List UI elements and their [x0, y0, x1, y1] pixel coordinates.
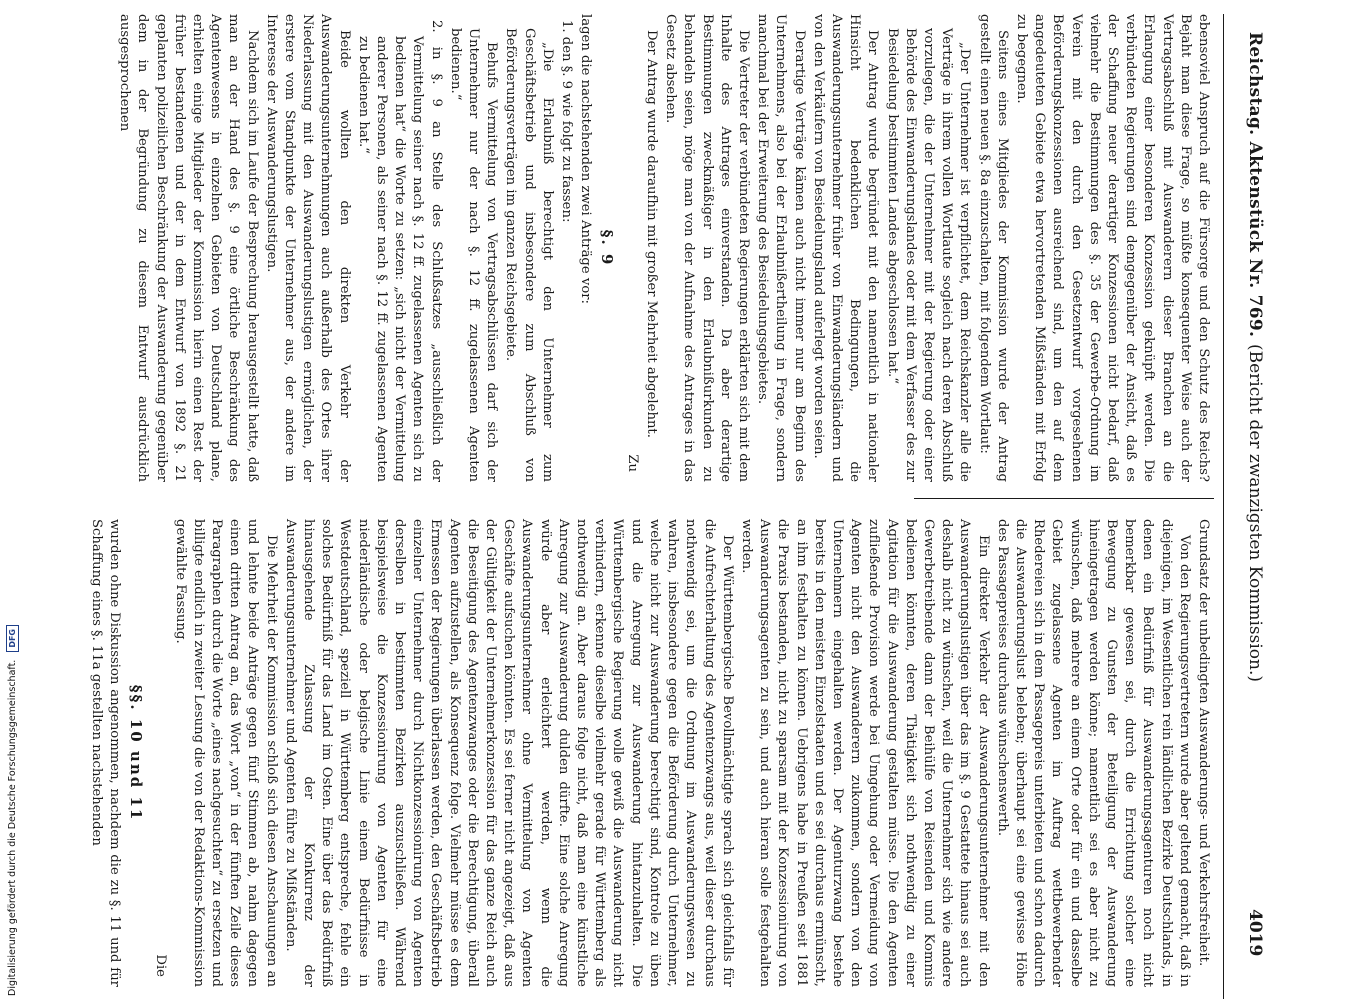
catchword: Zu: [624, 454, 640, 472]
dfg-logo: DFG: [6, 625, 19, 652]
paragraph: Die Mehrheit der Kommission schloß sich diesen Anschauungen an und lehnte beide Anträge gegen fünf Stimmen ab, nahm dagegen einen dritten Antrag an, das Wort „von“ in der fünften Zeile dieses Paragraphen durch die Worte „eines nachgesuchten“ zu ersetzen und billigte endlich in zweiter Lesung die von der Redaktions-Kommission gewählte Fassung.: [172, 519, 279, 987]
paragraph: lagen die nachstehenden zwei Anträge vor:: [578, 14, 594, 305]
list-item: 1. den §. 9 wie folgt zu fassen:: [559, 20, 575, 223]
digitization-credit: [6, 6, 20, 996]
paragraph: Der Württembergische Bevollmächtigte sprach sich gleichfalls für die Aufrechterhaltung des Agentenzwangs aus, weil dieser durchaus nothwendig sei, um die Ordnung im Auswanderungswesen zu wahren, insbesondere gegen die Beförderung durch Unternehmer, welche nicht zur Auswanderung berechtigt sind, Kontrole zu üben und die Anregung zur Auswanderung hintanzuhalten. Die Württembergische Regierung wolle gewiß die Auswanderung nicht verhindern, erkenne dieselbe vielmehr gerade für Württemberg als nothwendig an. Aber daraus folge nicht, daß man eine künstliche Anregung zur Auswanderung dulden dürfte. Eine solche Anregung würde aber erleichtert werden, wenn die Auswanderungsunternehmer ohne Vermittelung von Agenten Geschäfte aufsuchen könnten. Es sei ferner nicht angezeigt, daß aus der Gültigkeit der Unternehmerkonzession für das ganze Reich auch die Beseitigung des Agentenzwanges oder die Berechtigung, überall Agenten aufzustellen, als Konsequenz folge. Vielmehr müsse es dem Ermessen der Regierungen überlassen werden, den Geschäftsbetrieb einzelner Unternehmer durch Nichtkonzessionirung von Agenten derselben in bestimmten Bezirken auszuschließen. Während beispielsweise die Konzessionirung von Agenten für eine niederländische oder belgische Linie einem Bedürfnisse in Westdeutschland, speziell in Württemberg entspreche, fehle ein solches Bedürfniß für das Land im Osten. Eine über das Bedürfniß hinausgehende Zulassung der Konkurrenz der Auswanderungsunternehmer und Agenten führe zu Mißständen.: [282, 519, 735, 987]
quoted-motion: „Die Erlaubniß berechtigt den Unternehmer zum Geschäftsbetrieb und insbesondere zum Abschluß von Beförderungsverträgen im ganzen Reichsgebiete.: [503, 28, 555, 482]
section-heading: §. 9: [598, 229, 617, 267]
paragraph: Ein direkter Verkehr der Auswanderungsunternehmer mit den Auswanderungslustigen über das im §. 9 Gestattete hinaus sei auch deshalb nicht zu wünschen, weil die Unternehmer sich wie andere Gewerbetreibende dann der Beihülfe von Reisenden und Kommis bedienen könnten, deren Thätigkeit sich nothwendig zu einer Agitation für die Auswanderung gestalten müsse. Die den Agenten zufließende Provision werde bei Umgehung oder Vermeidung von Agenten nicht den Auswanderern zukommen, sondern von den Unternehmern eingehalten werden. Der Agenturzwang bestehe bereits in den meisten Einzelstaaten und es sei durchaus ermünscht, an ihm festhalten zu können. Uebrigens habe in Preußen seit 1881 die Praxis bestanden, nicht zu sparsam mit der Konzessionirung von Auswanderungsagenten zu sein, und auch hieran solle festgehalten werden.: [738, 519, 991, 987]
quoted-motion: „Der Unternehmer ist verpflichtet, dem Reichskanzler alle die Verträge in ihrem vollen Wortlaute sogleich nach deren Abschluß vorzulegen, die der Unternehmer mit der Regierung oder einer Behörde des Einwanderungslandes oder mit dem Verfasser des zur Besiedelung bestimmten Landes abgeschlossen hat.“: [884, 28, 973, 482]
paragraph: Der Antrag wurde daraufhin mit großer Mehrheit abgelehnt.: [643, 30, 659, 438]
paragraph: Nachdem sich im Laufe der Besprechung herausgestellt hatte, daß man an der Hand des §. 9 eine örtliche Beschränkung des Agentenwesens in einzelnen Gebieten von Deutschland plane, erhielten einige Mitglieder der Kommission hierin einen Rest der früher bestandenen und der in dem Entwurf von 1892 §. 21 geplanten polizeilichen Beschränkung der Auswanderung gegenüber dem in der Begründung zu diesem Entwurf ausdrücklich ausgesprochenen: [117, 14, 260, 482]
list-item: 2. in §. 9 an Stelle des Schlußsatzes „ausschließlich der Vermittelung seiner nach §. 12 ff. zugelassenen Agenten sich zu bedienen hat“ die Worte zu setzen: „sich nicht der Vermittelung anderer Personen, als seiner nach §. 12 ff. zugelassenen Agenten zu bedienen hat.“: [355, 20, 444, 482]
section-heading: §§. 10 und 11: [127, 684, 146, 822]
quoted-motion: Behufs Vermittelung von Vertragsabschlüssen darf sich der Unternehmer nur der nach §. 12 ff. zugelassenen Agenten bedienen.“: [447, 28, 500, 482]
paragraph: Seitens eines Mitgliedes der Kommission wurde der Antrag gestellt einen neuen §. 8a einzuschalten, mit folgendem Wortlaut:: [976, 14, 1010, 482]
document-page: [90, 14, 1270, 999]
credit-text: Digitalisierung gefördert durch die Deutsche Forschungsgemeinschaft.: [7, 659, 18, 996]
right-column: [88, 519, 1212, 987]
catchword: Die: [153, 954, 169, 977]
header-subtitle: (Bericht der zwanzigsten Kommission.): [1245, 344, 1265, 683]
paragraph: Die Vertreter der verbündeten Regierungen erklärten sich mit dem Inhalte des Antrages einverstanden. Da aber derartige Bestimmungen zweckmäßiger in den Erlaubnißurkunden zu behandeln seien, möge man von der Aufnahme des Antrages in das Gesetz absehen.: [663, 14, 751, 482]
paragraph: Der Antrag wurde begründet mit den namentlich in nationaler Hinsicht bedenklichen Bedingungen, die Auswanderungsunternehmer früher von Einwanderungsländern und von den Verkäufern von Besiedelungsland auferlegt worden seien.: [810, 14, 881, 482]
paragraph: wurden ohne Diskussion angenommen, nachdem die zu §. 11 und für Schaffung eines §. 11a gestellten nachstehenden: [88, 519, 123, 987]
column-divider: [914, 498, 1214, 499]
left-column: [102, 14, 1212, 482]
paragraph: Derartige Verträge kämen auch nicht immer nur am Beginn des Unternehmens, also bei der Erlaubnißertheilung in Frage, sondern manchmal bei der Erweiterung des Besiedelungsgebietes.: [755, 14, 807, 482]
paragraph: Von den Regierungsvertretern wurde aber geltend gemacht, daß in diejenigen, im Wesentlichen rein ländlichen Bezirke Deutschlands, in denen ein Bedürfniß für Auswanderungsagenturen noch nicht bemerkbar gewesen sei, durch die Errichtung solcher eine Bewegung zu Gunsten der Beteiligung der Auswanderung hineingetragen werden könne; namentlich sei es aber nicht zu wünschen, daß mehrere an einem Orte oder für ein und dasselbe Gebiet zugelassene Agenten im Auftrag wettbewerbender Rhedereien sich in dem Passagepreis unterbieten und schon dadurch die Auswanderungslust beleben; überhaupt sei eine gewisse Höhe des Passagepreises durchaus wünschenswerth.: [994, 519, 1192, 987]
page-number: 4019: [1245, 909, 1265, 957]
header-title: Reichstag. Aktenstück Nr. 769.: [1245, 32, 1265, 338]
paragraph: Beide wollten den direkten Verkehr der Auswanderungsunternehmungen auch außerhalb des Ortes ihrer Niederlassung mit den Auswanderungslustigen ermöglichen, der erstere vom Standpunkte der Unternehmer aus, der andere im Interesse der Auswanderungslustigen.: [263, 14, 352, 482]
paragraph: Grundsatz der unbedingten Auswanderungs- und Verkehrsfreiheit.: [1196, 519, 1211, 967]
page-header: [1223, 14, 1270, 999]
paragraph: ebensoviel Anspruch auf die Fürsorge und den Schutz des Reichs? Bejaht man diese Frage, so müßte konsequenter Weise auch der Vertragsabschluß mit Auswanderern dieser Branchen an die Erlangung einer besonderen Konzession geknüpft werden. Die verbündeten Regierungen sind demgegenüber der Ansicht, daß es der Schaffung neuer derartiger Konzessionen nicht bedarf, daß vielmehr die Bestimmungen des §. 35 der Gewerbe-Ordnung im Verein mit den durch den Gesetzentwurf vorgesehenen Beförderungskonzessionen ausreichend sind, um den auf dem angedeuteten Gebiete etwa hervortretenden Mißständen mit Erfolg zu begegnen.: [1013, 14, 1211, 482]
